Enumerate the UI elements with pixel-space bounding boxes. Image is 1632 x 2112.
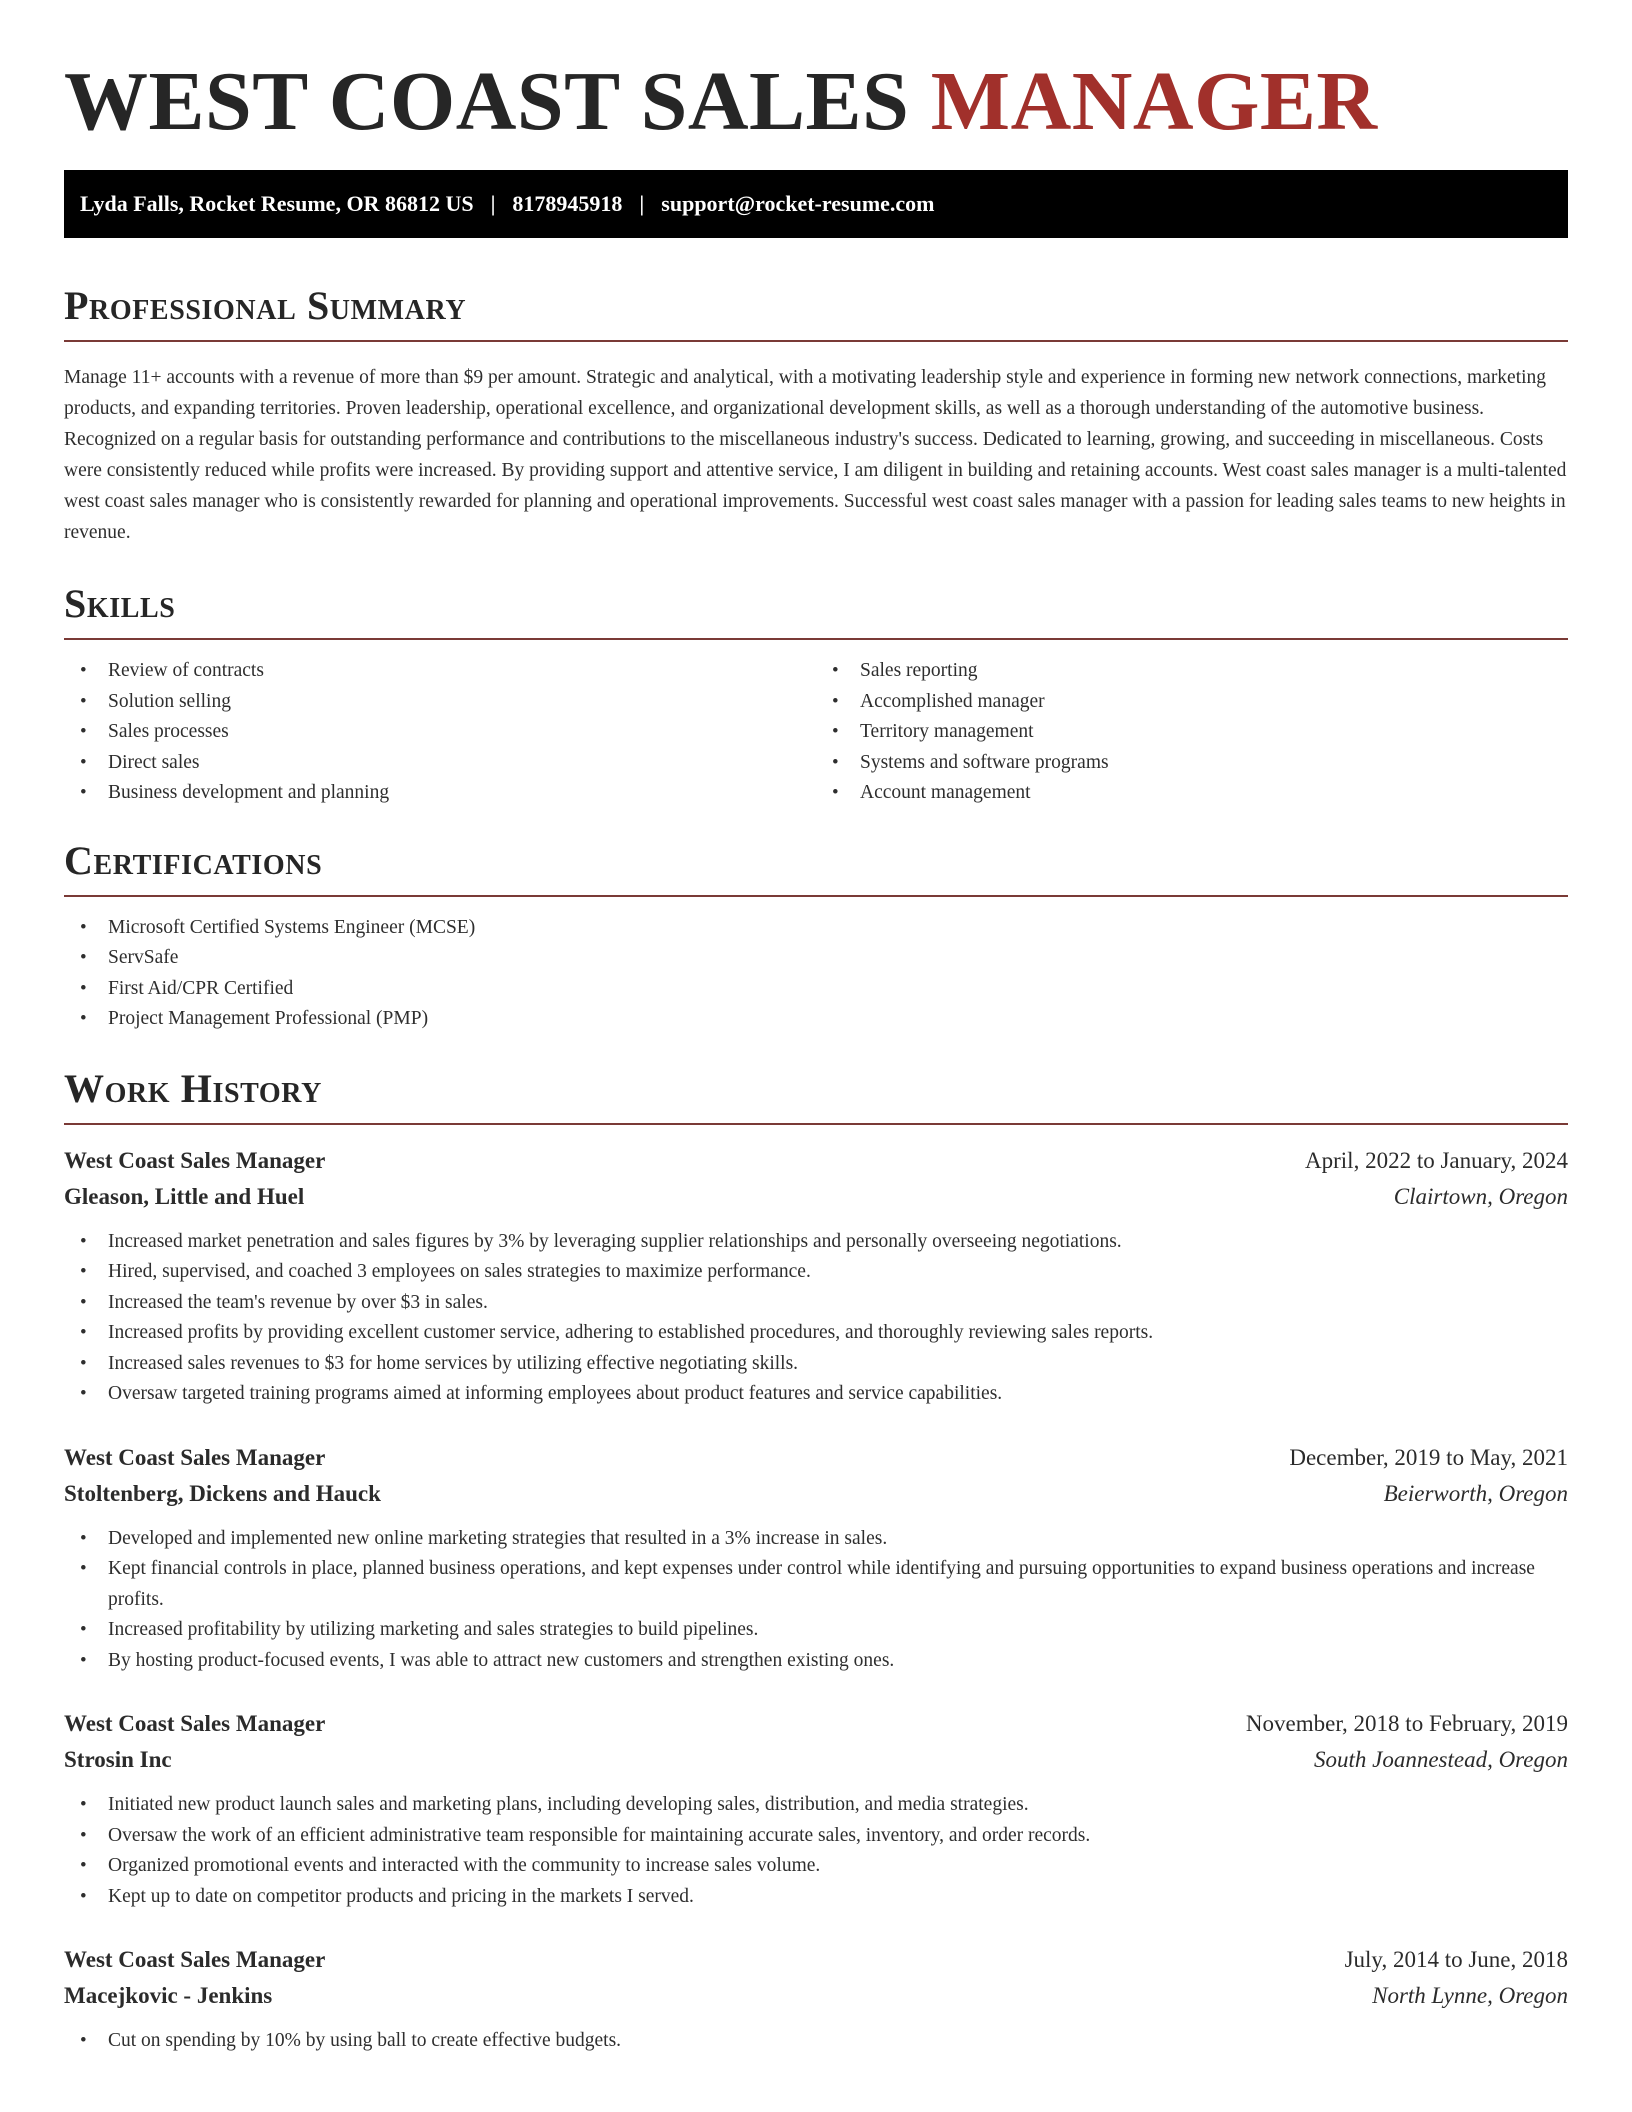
job-dates: November, 2018 to February, 2019 [1245, 1711, 1568, 1737]
job-company: Strosin Inc [64, 1747, 172, 1773]
section-heading-work-history: Work History [64, 1067, 1568, 1125]
job-bullet: • Increased market penetration and sales figures by 3% by leveraging supplier relationships and personally overseeing negotiations. [64, 1227, 1568, 1258]
job-company-row [64, 1179, 1568, 1215]
job-entry [64, 1143, 1568, 1410]
job-bullet: • Increased the team's revenue by over $3 in sales. [64, 1288, 1568, 1319]
contact-email: support@rocket-resume.com [661, 191, 935, 217]
job-header-row [64, 1440, 1568, 1476]
job-bullet: • Kept financial controls in place, planned business operations, and kept expenses under control while identifying and pursuing opportunities to expand business operations and increase profits. [64, 1554, 1568, 1615]
job-company: Gleason, Little and Huel [64, 1183, 305, 1209]
skill-item: • Solution selling [64, 687, 816, 718]
job-title: West Coast Sales Manager [64, 1444, 326, 1470]
contact-address: Lyda Falls, Rocket Resume, OR 86812 US [80, 191, 474, 217]
certifications-list [64, 913, 1568, 1035]
skill-item: • Systems and software programs [816, 748, 1568, 779]
certification-item: • ServSafe [64, 943, 1568, 974]
skill-item: • Territory management [816, 717, 1568, 748]
job-bullet: • Hired, supervised, and coached 3 employees on sales strategies to maximize performance. [64, 1257, 1568, 1288]
certification-item: • First Aid/CPR Certified [64, 974, 1568, 1005]
job-entry [64, 1440, 1568, 1677]
skill-item: • Accomplished manager [816, 687, 1568, 718]
job-bullet: • Oversaw the work of an efficient administrative team responsible for maintaining accurate sales, inventory, and order records. [64, 1821, 1568, 1852]
contact-separator: | [639, 191, 645, 217]
skill-item: • Account management [816, 778, 1568, 809]
skill-item: • Direct sales [64, 748, 816, 779]
job-company: Stoltenberg, Dickens and Hauck [64, 1480, 381, 1506]
skill-item: • Review of contracts [64, 656, 816, 687]
summary-text: Manage 11+ accounts with a revenue of more than $9 per amount. Strategic and analytical, with a motivating leadership style and experience in forming new network connections, marketing products, and expanding territories. Proven leadership, operational excellence, and organizational development skills, as well as a thorough understanding of the automotive business. Recognized on a regular basis for outstanding performance and contributions to the miscellaneous industry's success. Dedicated to learning, growing, and succeeding in miscellaneous. Costs were consistently reduced while profits were increased. By providing support and attentive service, I am diligent in building and retaining accounts. West coast sales manager is a multi-talented west coast sales manager who is consistently rewarded for planning and operational improvements. Successful west coast sales manager with a passion for leading sales teams to new heights in revenue. [64, 367, 1567, 544]
job-location: North Lynne, Oregon [1372, 1983, 1568, 2009]
contact-bar [64, 170, 1568, 238]
section-heading-summary: Professional Summary [64, 284, 1568, 342]
job-header-row [64, 1706, 1568, 1742]
job-header-row [64, 1942, 1568, 1978]
title-main: WEST COAST SALES [64, 55, 910, 148]
skills-list-right [816, 656, 1568, 809]
job-location: Clairtown, Oregon [1393, 1183, 1568, 1209]
job-dates: July, 2014 to June, 2018 [1344, 1947, 1568, 1973]
job-dates: December, 2019 to May, 2021 [1289, 1444, 1568, 1470]
job-company: Macejkovic - Jenkins [64, 1983, 273, 2009]
job-location: South Joannestead, Oregon [1313, 1747, 1568, 1773]
skill-item: • Business development and planning [64, 778, 816, 809]
title-accent: MANAGER [930, 55, 1378, 148]
job-bullet: • By hosting product-focused events, I was able to attract new customers and strengthen existing ones. [64, 1646, 1568, 1677]
section-heading-certifications: Certifications [64, 839, 1568, 897]
job-company-row [64, 1476, 1568, 1512]
job-header-row [64, 1143, 1568, 1179]
job-company-row [64, 1978, 1568, 2014]
job-bullets [64, 2026, 1568, 2057]
skills-grid [64, 656, 1568, 809]
skill-item: • Sales reporting [816, 656, 1568, 687]
job-entry [64, 1706, 1568, 1912]
job-dates: April, 2022 to January, 2024 [1305, 1147, 1568, 1173]
job-location: Beierworth, Oregon [1383, 1480, 1568, 1506]
certification-item: • Microsoft Certified Systems Engineer (MCSE) [64, 913, 1568, 944]
section-heading-skills: Skills [64, 582, 1568, 640]
job-bullet: • Increased profits by providing excellent customer service, adhering to established procedures, and thoroughly reviewing sales reports. [64, 1318, 1568, 1349]
job-title: West Coast Sales Manager [64, 1711, 326, 1737]
job-bullet: • Developed and implemented new online marketing strategies that resulted in a 3% increase in sales. [64, 1524, 1568, 1555]
skill-item: • Sales processes [64, 717, 816, 748]
job-entry [64, 1942, 1568, 2057]
resume-title [64, 0, 1568, 148]
job-bullets [64, 1524, 1568, 1677]
contact-separator: | [490, 191, 496, 217]
job-title: West Coast Sales Manager [64, 1947, 326, 1973]
job-bullet: • Organized promotional events and interacted with the community to increase sales volume. [64, 1851, 1568, 1882]
job-bullet: • Oversaw targeted training programs aimed at informing employees about product features and service capabilities. [64, 1379, 1568, 1410]
job-title: West Coast Sales Manager [64, 1147, 326, 1173]
job-bullets [64, 1227, 1568, 1410]
skills-list-left [64, 656, 816, 809]
contact-phone: 8178945918 [512, 191, 623, 217]
job-bullet: • Increased sales revenues to $3 for home services by utilizing effective negotiating skills. [64, 1349, 1568, 1380]
job-bullet: • Kept up to date on competitor products and pricing in the markets I served. [64, 1882, 1568, 1913]
job-bullet: • Initiated new product launch sales and marketing plans, including developing sales, distribution, and media strategies. [64, 1790, 1568, 1821]
certification-item: • Project Management Professional (PMP) [64, 1004, 1568, 1035]
job-company-row [64, 1742, 1568, 1778]
job-bullets [64, 1790, 1568, 1912]
job-bullet: • Cut on spending by 10% by using ball to create effective budgets. [64, 2026, 1568, 2057]
job-bullet: • Increased profitability by utilizing marketing and sales strategies to build pipelines. [64, 1615, 1568, 1646]
